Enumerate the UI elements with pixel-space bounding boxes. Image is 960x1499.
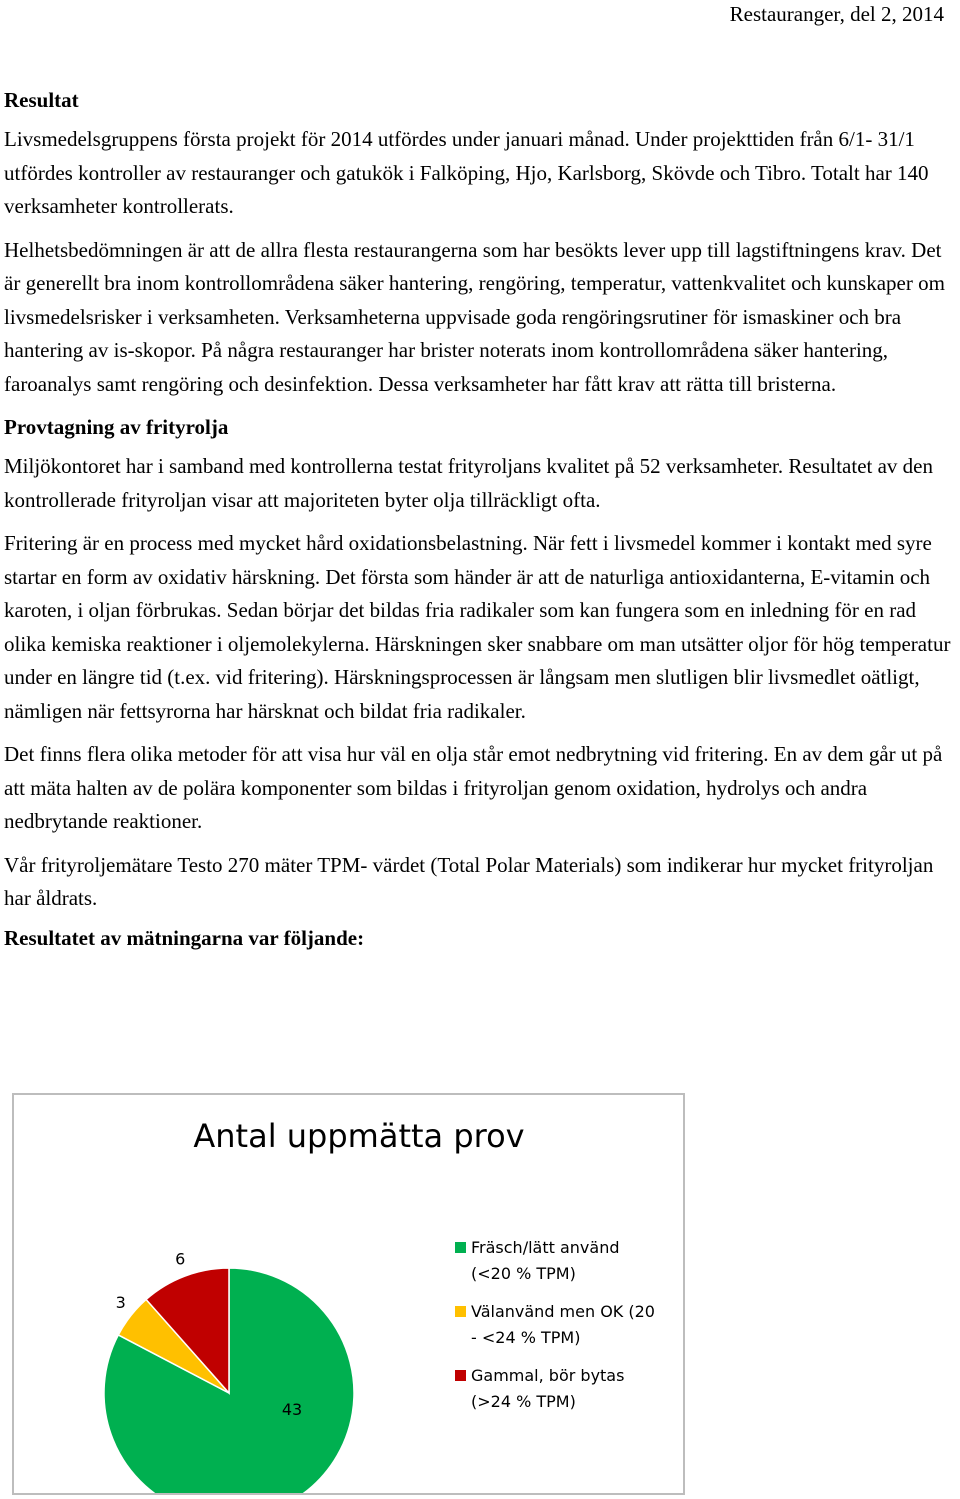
paragraph-testo-meter: Vår frityroljemätare Testo 270 mäter TPM- värdet (Total Polar Materials) som indikerar hur mycket frityroljan har åldrats.: [4, 852, 934, 910]
pie-chart: [14, 1095, 683, 1493]
page-header: Restauranger, del 2, 2014: [729, 2, 944, 26]
legend-swatch: [455, 1306, 466, 1317]
legend-label-line2: - <24 % TPM): [471, 1328, 581, 1347]
section-heading-frityrolja: Provtagning av frityrolja: [4, 415, 229, 439]
chart-title: Antal uppmätta prov: [193, 1117, 525, 1155]
legend-label: Välanvänd men OK (20: [471, 1302, 655, 1321]
paragraph-frying-oxidation: Fritering är en process med mycket hård oxidationsbelastning. När fett i livsmedel kommer i kontakt med syre startar en form av oxidativ härskning. Det första som händer är att de naturliga antioxidanterna, E-vitamin och karoten, i oljan förbrukas. Sedan börjar det bildas fria radikaler som kan fungera som en inledning för en rad olika kemiska reaktioner i oljemolekylerna. Härskningen sker snabbare om man utsätter oljor för hög temperatur under en längre tid (t.ex. vid fritering). Härskningsprocessen är långsam men slutligen blir livsmedlet oätligt, nämligen när fettsyrorna har härsknat och bildat fria radikaler.: [4, 531, 951, 723]
section-heading-resultat: Resultat: [4, 88, 79, 112]
paragraph-oil-testing: Miljökontoret har i samband med kontrollerna testat frityroljans kvalitet på 52 verksamheter. Resultatet av den kontrollerade frityroljan visar att majoriteten byter olja tillräckligt ofta.: [4, 454, 933, 512]
paragraph-assessment: Helhetsbedömningen är att de allra flesta restaurangerna som har besökts lever upp till lagstiftningens krav. Det är generellt bra inom kontrollområdena säker hantering, rengöring, temperatur, vattenkvalitet och kunskaper om livsmedelsrisker i verksamheten. Verksamheterna uppvisade goda rengöringsrutiner för ismaskiner och bra hantering av is-skopor. På några restauranger har brister noterats inom kontrollområdena säker hantering, faroanalys samt rengöring och desinfektion. Dessa verksamheter har fått krav att rätta till bristerna.: [4, 237, 945, 396]
legend-swatch: [455, 1242, 466, 1253]
legend-label-line2: (>24 % TPM): [471, 1392, 576, 1411]
legend-label-line2: (<20 % TPM): [471, 1264, 576, 1283]
document-body: [4, 84, 956, 955]
paragraph-methods: Det finns flera olika metoder för att visa hur väl en olja står emot nedbrytning vid fritering. En av dem går ut på att mäta halten av de polära komponenter som bildas i frityroljan genom oxidation, hydrolys och andra nedbrytande reaktioner.: [4, 742, 943, 833]
slice-value-label: 3: [115, 1293, 126, 1313]
pie-chart-container: [12, 1093, 685, 1495]
paragraph-project-intro: Livsmedelsgruppens första projekt för 2014 utfördes under januari månad. Under projekttiden från 6/1- 31/1 utfördes kontroller av restauranger och gatukök i Falköping, Hjo, Karlsborg, Skövde och Tibro. Totalt har 140 verksamheter kontrollerats.: [4, 127, 929, 218]
slice-value-label: 43: [281, 1400, 303, 1419]
legend-label: Gammal, bör bytas: [471, 1366, 625, 1385]
slice-value-label: 6: [175, 1249, 186, 1269]
results-heading: Resultatet av mätningarna var följande:: [4, 925, 365, 950]
legend-swatch: [455, 1370, 466, 1381]
legend-label: Fräsch/lätt använd: [471, 1238, 620, 1257]
